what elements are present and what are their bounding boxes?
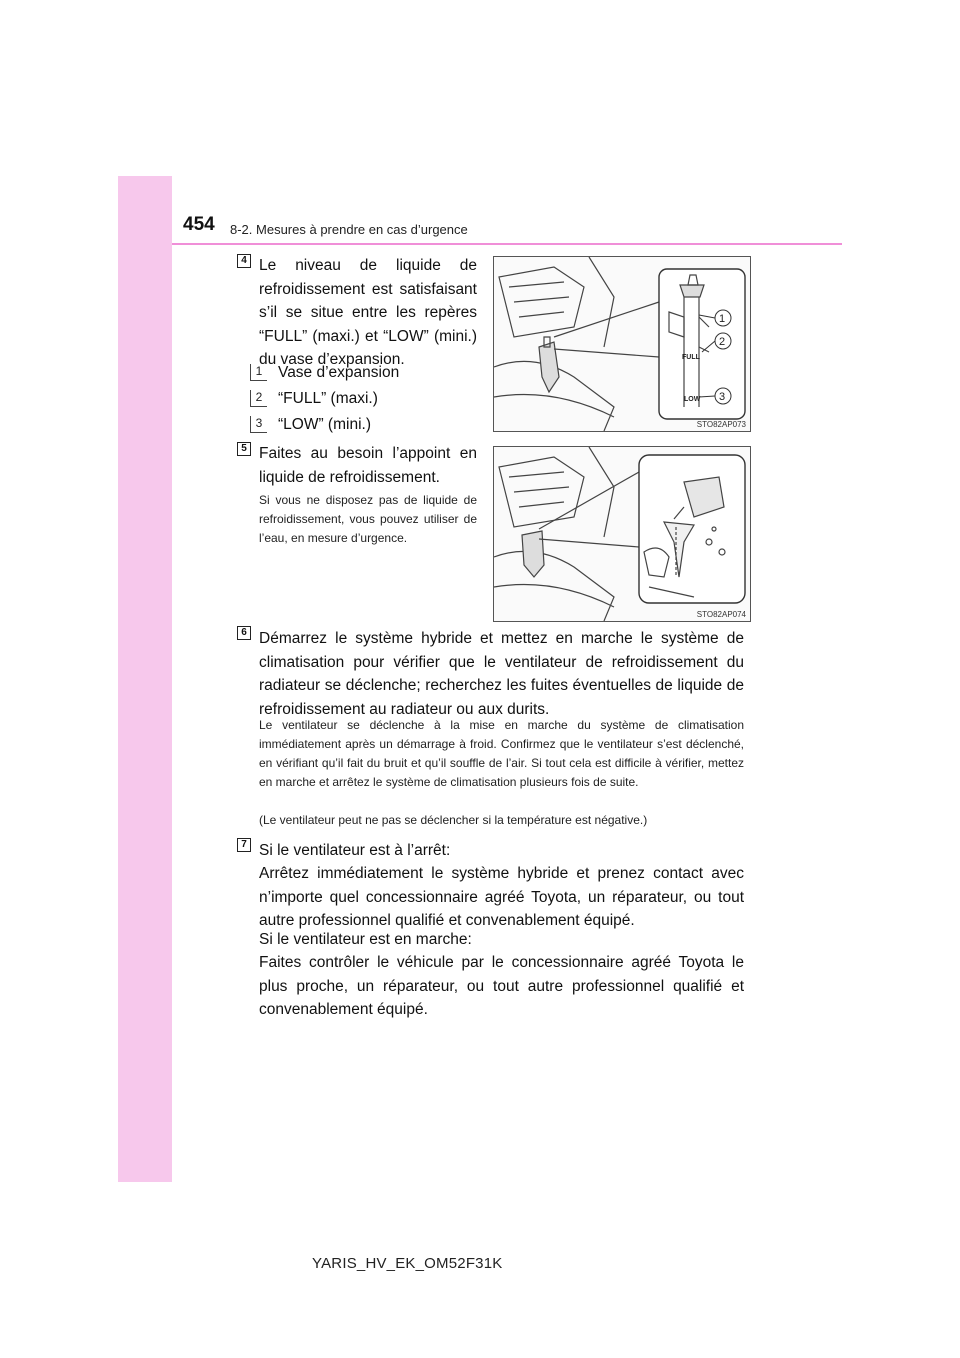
figure-2-caption: STO82AP074 [696,610,746,619]
figure-reservoir-levels [493,256,751,432]
legend-2-label: “FULL” (maxi.) [278,390,378,407]
page-number: 454 [183,214,215,235]
step-7-para2-title: Si le ventilateur est en marche: [259,931,472,948]
legend-2-number: 2 [250,390,267,407]
legend-1-number: 1 [250,364,267,381]
figure-callout-1: 1 [719,313,726,325]
step-4-text: Le niveau de liquide de refroidissement est satisfaisant s’il se situe entre les repères “FULL” (maxi.) et “LOW” (mini.) du vase d’expansion. [259,257,477,368]
figure-callout-2: 2 [719,336,726,348]
figure-1-caption: STO82AP073 [696,420,746,429]
step-6-text: Démarrez le système hybride et mettez en marche le système de climatisation pour vérifier que le ventilateur de refroidissement du radiateur se déclenche; recherchez les fuites éventuelles de liquide de refroidissement au radiateur ou aux durits. [259,630,744,718]
header-rule [172,243,842,245]
figure-coolant-refill [493,446,751,622]
side-tab-band [118,176,172,1182]
step-6-marker: 6 [237,626,251,640]
engine-bay-refill-illustration [494,447,750,621]
step-6-note-temperature: (Le ventilateur peut ne pas se déclencher si la température est négative.) [259,813,648,827]
figure-full-label: FULL [682,354,700,361]
step-5-note: Si vous ne disposez pas de liquide de refroidissement, vous pouvez utiliser de l’eau, en mesure d’urgence. [259,493,477,545]
engine-bay-reservoir-illustration [494,257,750,431]
step-6-note: Le ventilateur se déclenche à la mise en marche du système de climatisation immédiatement après un démarrage à froid. Confirmez que le ventilateur s’est déclenché, en vérifiant qu’il fait du bruit et qu’il souffle de l’air. Si tout cela est difficile à vérifier, mettez en marche et arrêtez le système de climatisation plusieurs fois de suite. [259,718,744,789]
figure-low-label: LOW [684,396,701,403]
step-4-marker: 4 [237,254,251,268]
step-5-text: Faites au besoin l’appoint en liquide de refroidissement. [259,445,477,486]
step-7-marker: 7 [237,838,251,852]
step-5-marker: 5 [237,442,251,456]
step-7-para2-text: Faites contrôler le véhicule par le concessionnaire agréé Toyota le plus proche, un réparateur, ou tout autre professionnel qualifié et convenablement équipé. [259,954,744,1018]
step-7-para1-text: Arrêtez immédiatement le système hybride et prenez contact avec n’importe quel concessionnaire agréé Toyota, un réparateur, ou tout autre professionnel qualifié et convenablement équipé. [259,865,744,929]
legend-3-number: 3 [250,416,267,433]
step-7-para1-title: Si le ventilateur est à l’arrêt: [259,842,451,859]
section-title: 8-2. Mesures à prendre en cas d’urgence [230,222,468,237]
legend-1-label: Vase d’expansion [278,364,400,381]
figure-callout-3: 3 [719,391,726,403]
legend-3-label: “LOW” (mini.) [278,416,371,433]
document-code: YARIS_HV_EK_OM52F31K [312,1255,503,1272]
